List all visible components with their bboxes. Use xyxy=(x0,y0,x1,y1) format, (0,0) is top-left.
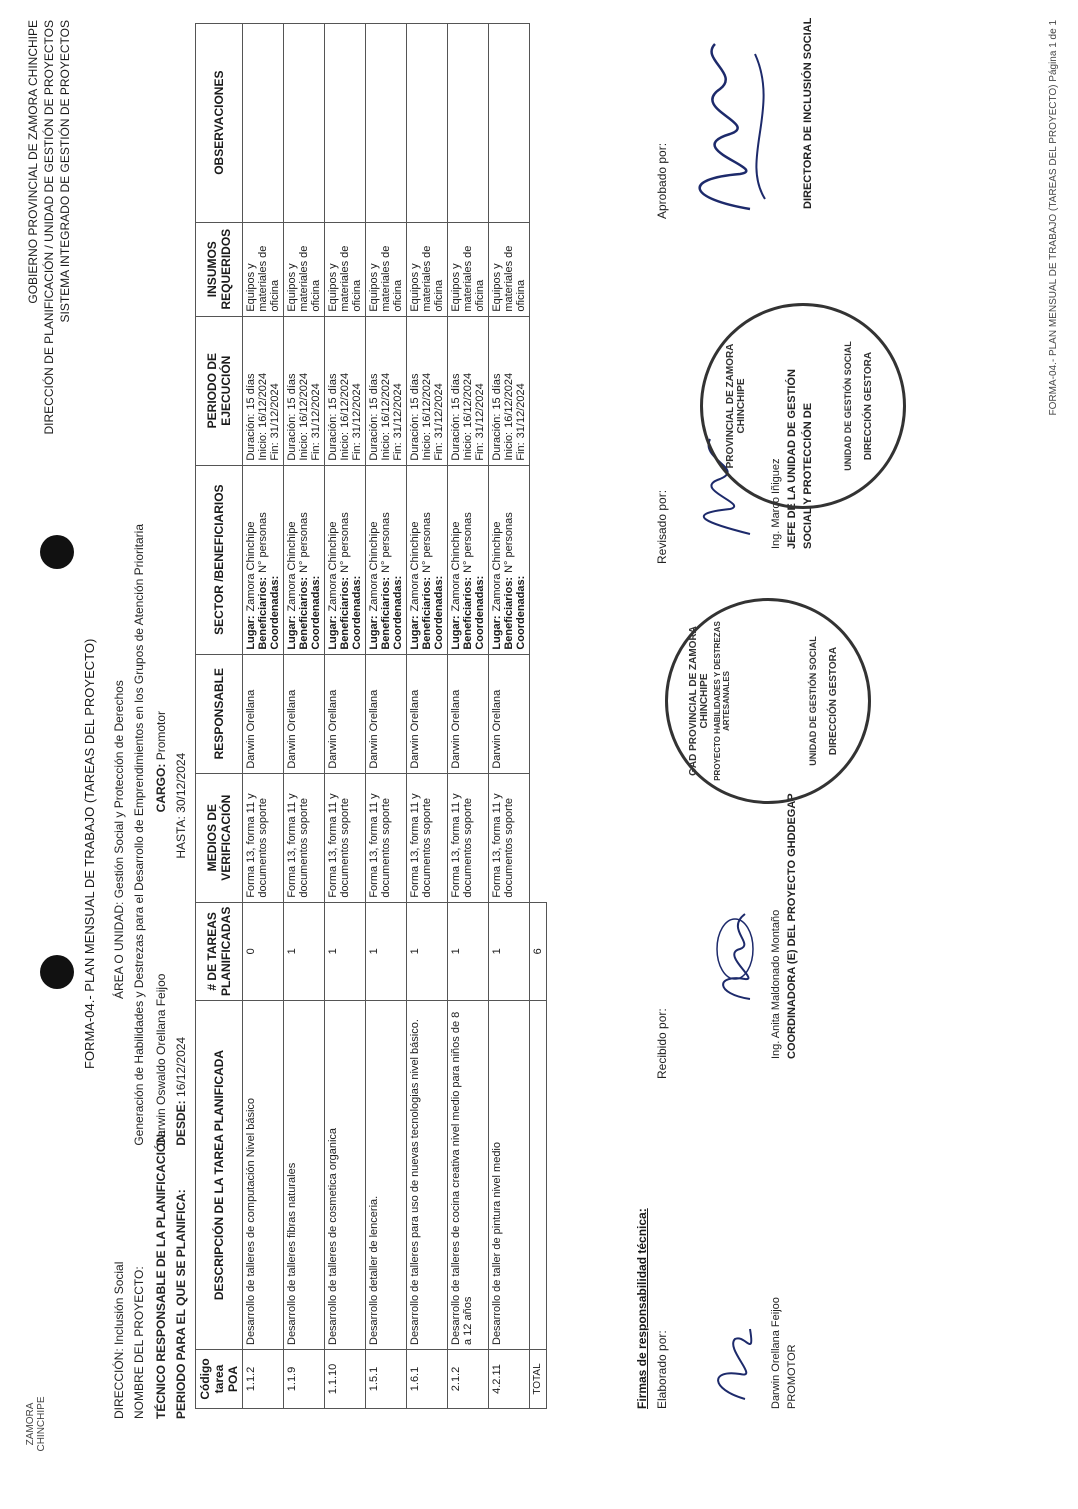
inicio-label: Inicio: xyxy=(298,431,310,461)
th-sector: SECTOR /BENEFICIARIOS xyxy=(196,465,243,654)
stamp-1 xyxy=(665,598,871,804)
lugar-label: Lugar: xyxy=(450,615,462,650)
inicio-label: Inicio: xyxy=(421,431,433,461)
duracion-value: 15 días xyxy=(491,373,503,410)
recibido-name: Ing. Anita Maldonado Montaño xyxy=(770,909,782,1059)
inicio-label: Inicio: xyxy=(257,431,269,461)
elaborado-role: PROMOTOR xyxy=(786,1344,798,1409)
inicio-label: Inicio: xyxy=(339,431,351,461)
org-line-3: SISTEMA INTEGRADO DE GESTIÓN DE PROYECTOS xyxy=(58,20,72,323)
cell-desc: Desarrollo de talleres de cocina creativa nivel medio para niños de 8 a 12 años xyxy=(448,1001,489,1350)
th-medios: MEDIOS DE VERIFICACIÓN xyxy=(196,773,243,902)
fin-label: Fin: xyxy=(392,442,404,461)
org-line-2: DIRECCIÓN DE PLANIFICACIÓN / UNIDAD DE GESTIÓN DE PROYECTOS xyxy=(42,20,56,435)
proyecto-row xyxy=(132,524,146,1419)
benef-value: N° personas xyxy=(339,512,351,573)
cell-insumos: Equipos y materiales de oficina xyxy=(448,222,489,316)
duracion-value: 15 días xyxy=(245,373,257,410)
inicio-label: Inicio: xyxy=(380,431,392,461)
elaborado-name: Darwin Orellana Feijoo xyxy=(770,1297,782,1409)
stamp1-line1: GAD PROVINCIAL DE ZAMORA CHINCHIPE xyxy=(688,626,710,776)
footer-page: Página 1 de 1 xyxy=(1048,20,1059,82)
fin-value: 31/12/2024 xyxy=(515,383,527,439)
duracion-label: Duración: xyxy=(368,413,380,461)
proyecto-label: NOMBRE DEL PROYECTO: xyxy=(132,1266,146,1419)
cell-sector xyxy=(489,465,530,654)
th-code: Código tarea POA xyxy=(196,1350,243,1409)
coord-label: Coordenadas: xyxy=(392,575,404,650)
cell-sector xyxy=(243,465,284,654)
duracion-label: Duración: xyxy=(409,413,421,461)
lugar-label: Lugar: xyxy=(368,615,380,650)
duracion-label: Duración: xyxy=(491,413,503,461)
stamp1-line3: UNIDAD DE GESTIÓN SOCIAL xyxy=(808,636,818,766)
cell-num: 1 xyxy=(284,902,325,1000)
cell-insumos: Equipos y materiales de oficina xyxy=(325,222,366,316)
cell-sector xyxy=(284,465,325,654)
th-obs: OBSERVACIONES xyxy=(196,23,243,222)
fin-value: 31/12/2024 xyxy=(474,383,486,439)
inicio-label: Inicio: xyxy=(503,431,515,461)
th-num: # DE TAREAS PLANIFICADAS xyxy=(196,902,243,1000)
lugar-label: Lugar: xyxy=(409,615,421,650)
signature-recibido xyxy=(705,899,765,1009)
benef-label: Beneficiarios: xyxy=(421,576,433,650)
tasks-table xyxy=(195,23,547,1409)
stamp1-line4: DIRECCIÓN GESTORA xyxy=(828,646,839,756)
benef-value: N° personas xyxy=(257,512,269,573)
table-row xyxy=(284,23,325,1408)
duracion-label: Duración: xyxy=(327,413,339,461)
coord-label: Coordenadas: xyxy=(474,575,486,650)
duracion-value: 15 días xyxy=(327,373,339,410)
inicio-value: 16/12/2024 xyxy=(339,372,351,428)
tecnico-label: TÉCNICO RESPONSABLE DE LA PLANIFICACIÓN: xyxy=(154,1130,168,1419)
desde-label: DESDE: xyxy=(174,1100,188,1146)
th-periodo: PERIODO DE EJECUCIÓN xyxy=(196,316,243,465)
duracion-label: Duración: xyxy=(286,413,298,461)
fin-label: Fin: xyxy=(310,442,322,461)
benef-value: N° personas xyxy=(380,512,392,573)
cell-periodo xyxy=(489,316,530,465)
inicio-value: 16/12/2024 xyxy=(298,372,310,428)
cell-num: 0 xyxy=(243,902,284,1000)
stamp2-line2: UNIDAD DE GESTIÓN SOCIAL xyxy=(843,341,853,471)
cell-periodo xyxy=(407,316,448,465)
lugar-value: Zamora Chinchipe xyxy=(409,521,421,612)
proyecto-value: Generación de Habilidades y Destrezas para el Desarrollo de Emprendimientos en los Grupos de Atención Prioritaria xyxy=(132,524,146,1146)
logo-text: ZAMORA CHINCHIPE xyxy=(25,1396,47,1452)
coord-label: Coordenadas: xyxy=(310,575,322,650)
cell-code: 1.1.9 xyxy=(284,1350,325,1409)
table-row xyxy=(366,23,407,1408)
cell-insumos: Equipos y materiales de oficina xyxy=(407,222,448,316)
recibido-label: Recibido por: xyxy=(655,1008,669,1079)
revisado-name: Ing. Marco Iñiguez xyxy=(770,458,782,549)
coord-label: Coordenadas: xyxy=(351,575,363,650)
lugar-value: Zamora Chinchipe xyxy=(245,521,257,612)
duracion-value: 15 días xyxy=(368,373,380,410)
cell-medios: Forma 13, forma 11 y documentos soporte xyxy=(407,773,448,902)
cell-obs xyxy=(284,23,325,222)
tecnico-value: Darwin Oswaldo Orellana Feijoo xyxy=(154,973,168,1146)
cell-medios: Forma 13, forma 11 y documentos soporte xyxy=(448,773,489,902)
cargo-label: CARGO: xyxy=(154,763,168,813)
lugar-value: Zamora Chinchipe xyxy=(450,521,462,612)
cell-resp: Darwin Orellana xyxy=(243,654,284,773)
lugar-label: Lugar: xyxy=(491,615,503,650)
cell-resp: Darwin Orellana xyxy=(489,654,530,773)
cell-desc: Desarrollo de talleres fibras naturales xyxy=(284,1001,325,1350)
stamp2-line1: PROVINCIAL DE ZAMORA CHINCHIPE xyxy=(725,343,747,469)
org-header xyxy=(25,20,73,435)
fin-value: 31/12/2024 xyxy=(269,383,281,439)
duracion-value: 15 días xyxy=(450,373,462,410)
inicio-value: 16/12/2024 xyxy=(503,372,515,428)
cell-periodo xyxy=(366,316,407,465)
benef-label: Beneficiarios: xyxy=(257,576,269,650)
cell-insumos: Equipos y materiales de oficina xyxy=(284,222,325,316)
elaborado-label: Elaborado por: xyxy=(655,1330,669,1409)
cell-insumos: Equipos y materiales de oficina xyxy=(243,222,284,316)
cell-medios: Forma 13, forma 11 y documentos soporte xyxy=(489,773,530,902)
benef-label: Beneficiarios: xyxy=(503,576,515,650)
table-row xyxy=(448,23,489,1408)
fin-label: Fin: xyxy=(474,442,486,461)
inicio-value: 16/12/2024 xyxy=(421,372,433,428)
cell-code: 2.1.2 xyxy=(448,1350,489,1409)
cell-desc: Desarrollo de taller de pintura nivel medio xyxy=(489,1001,530,1350)
desde-value: 16/12/2024 xyxy=(174,1036,188,1097)
cargo-value: Promotor xyxy=(154,710,168,761)
table-row xyxy=(407,23,448,1408)
total-label: TOTAL xyxy=(530,1350,547,1409)
cell-code: 1.6.1 xyxy=(407,1350,448,1409)
cell-medios: Forma 13, forma 11 y documentos soporte xyxy=(284,773,325,902)
benef-value: N° personas xyxy=(298,512,310,573)
cell-code: 1.1.10 xyxy=(325,1350,366,1409)
duracion-value: 15 días xyxy=(409,373,421,410)
coord-label: Coordenadas: xyxy=(269,575,281,650)
fin-label: Fin: xyxy=(433,442,445,461)
cell-obs xyxy=(325,23,366,222)
signature-aprobado xyxy=(670,39,785,219)
table-row xyxy=(325,23,366,1408)
cell-periodo xyxy=(325,316,366,465)
lugar-label: Lugar: xyxy=(286,615,298,650)
stamp1-line2: PROYECTO HABILIDADES Y DESTREZAS ARTESANALES xyxy=(713,621,731,781)
inicio-value: 16/12/2024 xyxy=(462,372,474,428)
cell-obs xyxy=(489,23,530,222)
cell-resp: Darwin Orellana xyxy=(407,654,448,773)
cell-code: 1.5.1 xyxy=(366,1350,407,1409)
area-label: ÁREA O UNIDAD: xyxy=(112,901,126,999)
benef-label: Beneficiarios: xyxy=(462,576,474,650)
lugar-value: Zamora Chinchipe xyxy=(491,521,503,612)
th-desc: DESCRIPCIÓN DE LA TAREA PLANIFICADA xyxy=(196,1001,243,1350)
cell-medios: Forma 13, forma 11 y documentos soporte xyxy=(366,773,407,902)
cell-periodo xyxy=(448,316,489,465)
cell-sector xyxy=(366,465,407,654)
direccion-value: Inclusión Social xyxy=(112,1261,126,1345)
fin-value: 31/12/2024 xyxy=(351,383,363,439)
benef-value: N° personas xyxy=(462,512,474,573)
benef-value: N° personas xyxy=(421,512,433,573)
lugar-label: Lugar: xyxy=(245,615,257,650)
cell-obs xyxy=(243,23,284,222)
th-insumos: INSUMOS REQUERIDOS xyxy=(196,222,243,316)
cell-sector xyxy=(407,465,448,654)
tecnico-row xyxy=(154,711,168,1419)
cell-obs xyxy=(407,23,448,222)
firmas-title: Firmas de responsabilidad técnica: xyxy=(635,1208,649,1409)
benef-label: Beneficiarios: xyxy=(380,576,392,650)
aprobado-label: Aprobado por: xyxy=(655,142,669,219)
punch-hole-left xyxy=(40,955,74,989)
benef-value: N° personas xyxy=(503,512,515,573)
table-row xyxy=(489,23,530,1408)
periodo-row xyxy=(174,753,188,1419)
duracion-label: Duración: xyxy=(450,413,462,461)
duracion-value: 15 días xyxy=(286,373,298,410)
cell-insumos: Equipos y materiales de oficina xyxy=(489,222,530,316)
fin-label: Fin: xyxy=(515,442,527,461)
cell-obs xyxy=(366,23,407,222)
cell-num: 1 xyxy=(489,902,530,1000)
benef-label: Beneficiarios: xyxy=(298,576,310,650)
direccion-row xyxy=(112,1262,126,1419)
footer-form: FORMA-04.- PLAN MENSUAL DE TRABAJO (TAREAS DEL PROYECTO) xyxy=(1048,84,1059,416)
cell-resp: Darwin Orellana xyxy=(448,654,489,773)
inicio-label: Inicio: xyxy=(462,431,474,461)
cell-resp: Darwin Orellana xyxy=(284,654,325,773)
direccion-label: DIRECCIÓN: xyxy=(112,1348,126,1419)
duracion-label: Duración: xyxy=(245,413,257,461)
table-row xyxy=(243,23,284,1408)
cell-num: 1 xyxy=(366,902,407,1000)
cell-periodo xyxy=(243,316,284,465)
hasta-value: 30/12/2024 xyxy=(174,752,188,813)
footer xyxy=(1048,20,1059,416)
benef-label: Beneficiarios: xyxy=(339,576,351,650)
recibido-role: COORDINADORA (E) DEL PROYECTO GHDDEGAP xyxy=(786,793,798,1059)
cell-medios: Forma 13, forma 11 y documentos soporte xyxy=(325,773,366,902)
stamp2-line3: DIRECCIÓN GESTORA xyxy=(863,351,874,461)
fin-value: 31/12/2024 xyxy=(433,383,445,439)
table-header-row xyxy=(196,23,243,1408)
coord-label: Coordenadas: xyxy=(515,575,527,650)
coord-label: Coordenadas: xyxy=(433,575,445,650)
lugar-value: Zamora Chinchipe xyxy=(368,521,380,612)
revisado-role-1: JEFE DE LA UNIDAD DE GESTIÓN xyxy=(786,369,798,549)
area-row xyxy=(112,680,126,999)
cell-insumos: Equipos y materiales de oficina xyxy=(366,222,407,316)
lugar-value: Zamora Chinchipe xyxy=(327,521,339,612)
fin-value: 31/12/2024 xyxy=(310,383,322,439)
cell-desc: Desarrollo detaller de lenceria. xyxy=(366,1001,407,1350)
inicio-value: 16/12/2024 xyxy=(380,372,392,428)
total-value: 6 xyxy=(530,902,547,1000)
area-value: Gestión Social y Protección de Derechos xyxy=(112,680,126,899)
cell-resp: Darwin Orellana xyxy=(366,654,407,773)
punch-hole-right xyxy=(40,535,74,569)
form-title: FORMA-04.- PLAN MENSUAL DE TRABAJO (TAREAS DEL PROYECTO) xyxy=(82,638,97,1069)
cell-desc: Desarrollo de talleres para uso de nuevas tecnologias nivel básico. xyxy=(407,1001,448,1350)
periodo-label: PERIODO PARA EL QUE SE PLANIFICA: xyxy=(174,1189,188,1419)
aprobado-role: DIRECTORA DE INCLUSIÓN SOCIAL xyxy=(802,17,814,209)
inicio-value: 16/12/2024 xyxy=(257,372,269,428)
fin-label: Fin: xyxy=(269,442,281,461)
cell-sector xyxy=(448,465,489,654)
cell-num: 1 xyxy=(325,902,366,1000)
cell-sector xyxy=(325,465,366,654)
cell-num: 1 xyxy=(407,902,448,1000)
th-resp: RESPONSABLE xyxy=(196,654,243,773)
cell-desc: Desarrollo de talleres de computación Nivel básico xyxy=(243,1001,284,1350)
cell-periodo xyxy=(284,316,325,465)
lugar-value: Zamora Chinchipe xyxy=(286,521,298,612)
cell-desc: Desarrollo de talleres de cosmetica organica xyxy=(325,1001,366,1350)
revisado-label: Revisado por: xyxy=(655,489,669,564)
fin-label: Fin: xyxy=(351,442,363,461)
cell-obs xyxy=(448,23,489,222)
signature-elaborado xyxy=(705,1319,765,1409)
fin-value: 31/12/2024 xyxy=(392,383,404,439)
org-line-1: GOBIERNO PROVINCIAL DE ZAMORA CHINCHIPE xyxy=(26,20,40,304)
revisado-role-2: SOCIAL Y PROTECCIÓN DE xyxy=(802,402,814,549)
cell-code: 4.2.11 xyxy=(489,1350,530,1409)
cell-num: 1 xyxy=(448,902,489,1000)
total-row xyxy=(530,23,547,1408)
lugar-label: Lugar: xyxy=(327,615,339,650)
cell-medios: Forma 13, forma 11 y documentos soporte xyxy=(243,773,284,902)
cell-code: 1.1.2 xyxy=(243,1350,284,1409)
stamp-2 xyxy=(700,303,906,509)
hasta-label: HASTA: xyxy=(174,816,188,859)
cell-resp: Darwin Orellana xyxy=(325,654,366,773)
